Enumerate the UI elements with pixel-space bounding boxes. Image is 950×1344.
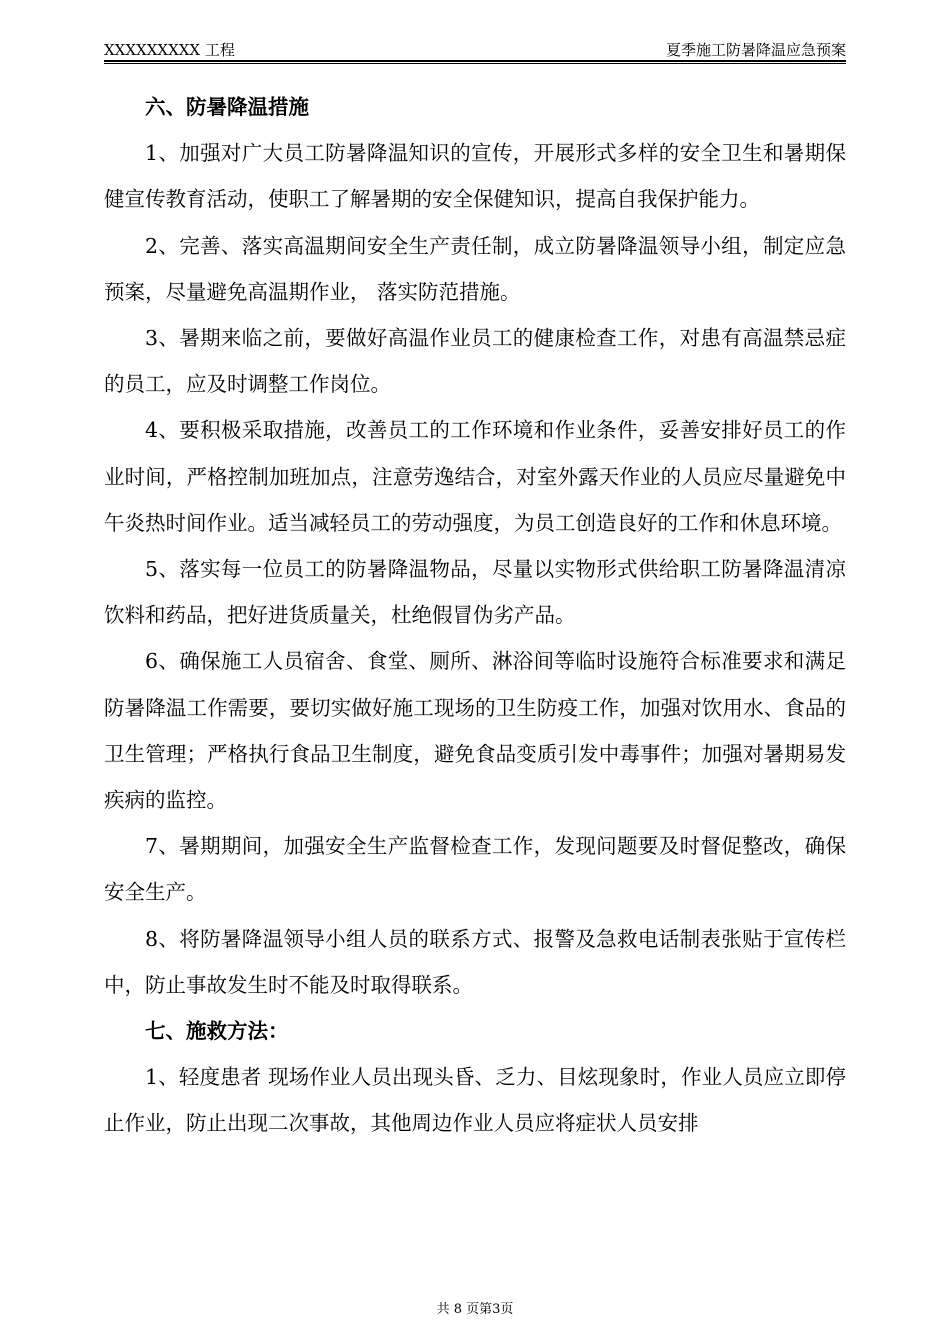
paragraph-2: 2、完善、落实高温期间安全生产责任制，成立防暑降温领导小组，制定应急预案，尽量避免高温期作业， 落实防范措施。	[104, 233, 846, 304]
paragraph-3: 3、暑期来临之前，要做好高温作业员工的健康检查工作，对患有高温禁忌症的员工，应及时调整工作岗位。	[104, 326, 846, 397]
paragraph-7: 7、暑期期间，加强安全生产监督检查工作，发现问题要及时督促整改，确保安全生产。	[104, 834, 846, 905]
header-document-title: 夏季施工防暑降温应急预案	[665, 41, 846, 59]
section-heading-7: 七、施救方法：	[145, 1019, 289, 1044]
paragraph-5: 5、落实每一位员工的防暑降温物品，尽量以实物形式供给职工防暑降温清凉饮料和药品，把好进货质量关，杜绝假冒伪劣产品。	[104, 557, 846, 628]
page-footer: 共 8 页第3页	[436, 1302, 514, 1317]
header-project-name: XXXXXXXXX 工程	[104, 41, 235, 59]
document-body	[104, 84, 846, 1147]
header-rule	[104, 60, 846, 64]
page-header	[104, 40, 846, 62]
section-heading-6: 六、防暑降温措施	[145, 95, 309, 119]
paragraph-9: 1、轻度患者 现场作业人员出现头昏、乏力、目炫现象时，作业人员应立即停止作业，防止出现二次事故，其他周边作业人员应将症状人员安排	[104, 1065, 846, 1136]
paragraph-4: 4、要积极采取措施，改善员工的工作环境和作业条件，妥善安排好员工的作业时间，严格控制加班加点，注意劳逸结合，对室外露天作业的人员应尽量避免中午炎热时间作业。适当减轻员工的劳动强度，为员工创造良好的工作和休息环境。	[104, 418, 846, 535]
paragraph-6: 6、确保施工人员宿舍、食堂、厕所、淋浴间等临时设施符合标准要求和满足防暑降温工作需要，要切实做好施工现场的卫生防疫工作，加强对饮用水、食品的卫生管理；严格执行食品卫生制度，避免食品变质引发中毒事件；加强对暑期易发疾病的监控。	[104, 649, 846, 813]
paragraph-1: 1、加强对广大员工防暑降温知识的宣传，开展形式多样的安全卫生和暑期保健宣传教育活动，使职工了解暑期的安全保健知识，提高自我保护能力。	[104, 141, 846, 212]
paragraph-8: 8、将防暑降温领导小组人员的联系方式、报警及急救电话制表张贴于宣传栏中，防止事故发生时不能及时取得联系。	[104, 926, 846, 997]
